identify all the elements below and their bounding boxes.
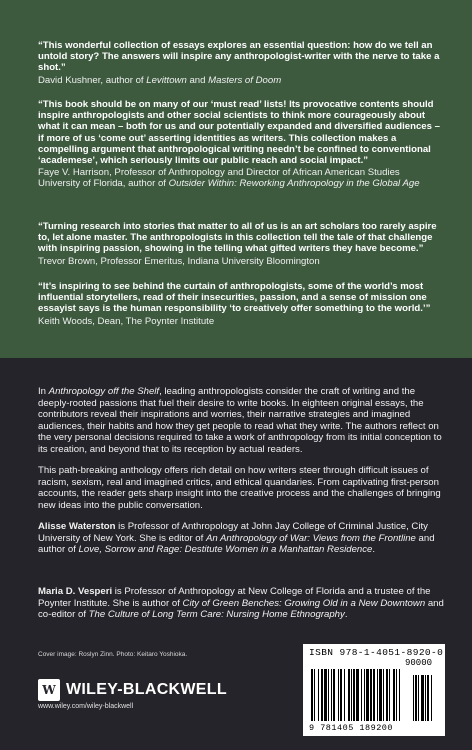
blurb-attribution: Faye V. Harrison, Professor of Anthropology and Director of African American Studies University of Florida, author of Outsider Within: Reworking Anthropology in the Global Age: [38, 167, 420, 190]
description-paragraph-1: In Anthropology off the Shelf, leading anthropologists consider the craft of writing and the deeply-rooted passions that fuel their desire to write books. In eighteen original essays, the contributors reveal their inspirations and worries, their narrative strategies and imagined audiences, their habits and how they get people to read what they write. The authors reflect on the very personal decisions required to take a work of anthropology from its initial conception to its creation, and beyond that to its reception by actual readers.: [38, 386, 442, 455]
blurb-attribution: David Kushner, author of Levittown and Masters of Doom: [38, 74, 282, 86]
barcode-bar: [321, 669, 323, 721]
barcode-addon-bar: [425, 675, 426, 721]
publisher-logo: [38, 679, 227, 701]
blurb-quote: “Turning research into stories that matter to all of us is an art scholars too rarely aspire to, let alone master. The anthropologists in this collection tell the tale of that challenge with inspiring passion, showing in the telling what gifted writers they have become.”: [38, 221, 437, 255]
barcode-bar: [389, 669, 390, 721]
barcode-bar: [361, 669, 362, 721]
barcode-bar: [366, 669, 369, 721]
blurb-harrison: [38, 99, 443, 190]
barcode-icon: [309, 669, 439, 723]
barcode-bar: [311, 669, 313, 721]
barcode-addon-bar: [421, 675, 424, 721]
barcode-bar: [338, 669, 339, 721]
price-code: 90000: [405, 658, 433, 668]
wiley-logo-icon: W: [38, 679, 60, 701]
barcode-addon-bar: [427, 675, 429, 721]
blurb-brown: [38, 221, 443, 267]
barcode-panel: [303, 644, 445, 736]
barcode-addon-bar: [415, 675, 417, 721]
barcode-bar: [364, 669, 365, 721]
barcode-bar: [318, 669, 319, 721]
blurb-attribution: Keith Woods, Dean, The Poynter Institute: [38, 315, 215, 327]
publisher-name: WILEY-BLACKWELL: [66, 681, 227, 698]
barcode-bar: [399, 669, 400, 721]
isbn-text: ISBN 978-1-4051-8920-0: [309, 647, 444, 658]
description-paragraph-2: This path-breaking anthology offers rich detail on how writers steer through difficult issues of racism, sexism, real and imagined critics, and ethical quandaries. From captivating first-person accounts, the reader gets sharp insight into the creative process and the challenges of bringing new ideas into the public conversation.: [38, 465, 441, 511]
editor-bio-waterston: Alisse Waterston is Professor of Anthropology at John Jay College of Criminal Justice, City University of New York. She is editor of An Anthropology of War: Views from the Frontline and author of Love, Sorrow and Rage: Destitute Women in a Manhattan Residence.: [38, 521, 435, 556]
barcode-bar: [386, 669, 388, 721]
barcode-bar: [377, 669, 378, 721]
editor-bio-vesperi: Maria D. Vesperi is Professor of Anthropology at New College of Florida and a trustee of the Poynter Institute. She is author of City of Green Benches: Growing Old in a New Downtown and co-editor of The Culture of Long Term Care: Nursing Home Ethnography.: [38, 586, 444, 621]
publisher-url[interactable]: www.wiley.com/wiley-blackwell: [38, 703, 134, 710]
barcode-bar: [344, 669, 345, 721]
cover-credit: Cover image: Roslyn Zinn. Photo: Keitaro Yoshioka.: [38, 651, 188, 658]
barcode-bar: [348, 669, 350, 721]
barcode-bar: [324, 669, 327, 721]
blurb-quote: “This wonderful collection of essays explores an essential question: how do we tell an untold story? The answers will inspire any anthropologist-writer with the nerve to take a shot.”: [38, 40, 440, 74]
barcode-bar: [370, 669, 372, 721]
barcode-bar: [328, 669, 329, 721]
barcode-bar: [393, 669, 395, 721]
barcode-bar: [356, 669, 359, 721]
barcode-digits: 9 781405 189200: [309, 723, 394, 733]
barcode-bar: [396, 669, 397, 721]
barcode-bar: [351, 669, 352, 721]
barcode-bar: [383, 669, 384, 721]
blurb-kushner: [38, 40, 443, 86]
barcode-bar: [333, 669, 335, 721]
barcode-addon-bar: [413, 675, 414, 721]
barcode-addon-bar: [418, 675, 419, 721]
blurb-quote: “This book should be on many of our ‘must read’ lists! Its provocative contents should inspire anthropologists and other social scientists to think more courageously about what it can mean – both for us and our potentially expanded and diversified audiences – if more of us ‘come out’ asserting identities as writers. This collection makes a compelling argument that anthropological writing needn’t be confined to conventional ‘academese’, which seriously limits our public reach and social impact.”: [38, 99, 440, 167]
blurb-woods: [38, 281, 443, 327]
barcode-bar: [353, 669, 355, 721]
barcode-bar: [373, 669, 375, 721]
blurb-quote: “It’s inspiring to see behind the curtain of anthropologists, some of the world’s most influential storytellers, read of their insecurities, passion, and a sense of mission one essayist says is the human responsibility ‘to creatively offer something to the world.’”: [38, 281, 431, 315]
barcode-bar: [331, 669, 332, 721]
barcode-bar: [379, 669, 382, 721]
barcode-bar: [340, 669, 342, 721]
barcode-addon-bar: [431, 675, 432, 721]
barcode-bar: [314, 669, 315, 721]
blurb-attribution: Trevor Brown, Professor Emeritus, Indiana University Bloomington: [38, 255, 320, 267]
